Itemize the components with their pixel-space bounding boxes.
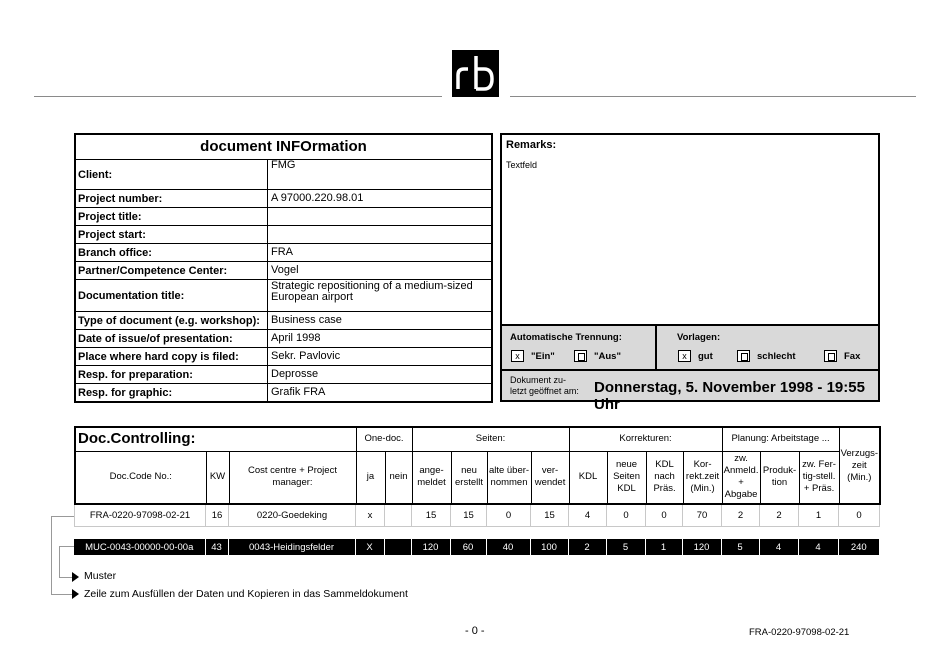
cell-nein[interactable] (384, 539, 411, 555)
project-start-field[interactable] (268, 226, 491, 243)
client-field[interactable]: FMG (271, 159, 296, 171)
info-row-date-of-issue (76, 330, 491, 348)
muster-note: Muster (84, 570, 117, 582)
cell-verwendet[interactable]: 100 (530, 539, 568, 555)
col-header-neue-seiten-kdl: neue Seiten KDL (607, 451, 646, 504)
last-opened-date: Donnerstag, 5. November 1998 - 19:55 Uhr (594, 379, 865, 413)
bracket-line (59, 546, 74, 547)
cell-zw-fertigstell[interactable]: 4 (798, 539, 838, 555)
bracket-line (59, 577, 72, 578)
document-information-table (74, 133, 493, 403)
branch-office-field[interactable]: FRA (271, 246, 293, 258)
info-row-project-title (76, 208, 491, 226)
info-row-branch-office (76, 244, 491, 262)
col-header-alte-uebernommen: alte über-nommen (487, 451, 531, 504)
documentation-title-field[interactable]: Strategic repositioning of a medium-sized European airport (271, 280, 473, 303)
options-panel (502, 324, 878, 413)
fill-row-note: Zeile zum Ausfüllen der Daten und Kopieren in das Sammeldokument (84, 588, 408, 600)
col-header-zw-anmeld: zw. Anmeld. + Abgabe (722, 451, 760, 504)
cell-alte-uebernommen[interactable]: 40 (486, 539, 530, 555)
one-doc-header: One-doc. (356, 427, 412, 451)
last-opened-label-line: Dokument zu- (510, 375, 567, 385)
info-label: Type of document (e.g. workshop): (76, 312, 268, 329)
col-header-zw-fertigstell: zw. Fer-tig-stell. + Präs. (799, 451, 839, 504)
info-row-resp-preparation (76, 366, 491, 384)
info-row-document-type (76, 312, 491, 330)
info-label: Documentation title: (76, 280, 268, 311)
cell-neu-erstellt[interactable]: 15 (451, 505, 487, 527)
rb-logo (452, 50, 499, 97)
cell-verwendet[interactable]: 15 (531, 505, 569, 527)
template-fax-option[interactable] (824, 350, 860, 362)
cell-alte-uebernommen[interactable]: 0 (487, 505, 531, 527)
remarks-panel (500, 133, 880, 413)
cell-kdl-nach-praes[interactable]: 1 (645, 539, 682, 555)
bracket-line (51, 516, 74, 517)
cell-neue-seiten-kdl[interactable]: 0 (607, 505, 646, 527)
bracket-line (51, 516, 52, 594)
auto-split-off-option[interactable] (574, 350, 621, 362)
col-header-code: Doc.Code No.: (75, 451, 206, 504)
cell-kw[interactable]: 16 (206, 505, 229, 527)
info-label: Project start: (76, 226, 268, 243)
remarks-textfield[interactable]: Textfeld (506, 160, 538, 170)
cell-kdl[interactable]: 4 (569, 505, 607, 527)
planning-header: Planung: Arbeitstage ... (722, 427, 839, 451)
cell-neu-erstellt[interactable]: 60 (450, 539, 486, 555)
info-row-hard-copy-place (76, 348, 491, 366)
cell-korrekt-zeit[interactable]: 120 (682, 539, 721, 555)
cell-produktion[interactable]: 4 (759, 539, 798, 555)
cell-zw-fertigstell[interactable]: 1 (799, 505, 839, 527)
last-opened-label-line: letzt geöffnet am: (510, 386, 579, 396)
project-number-field[interactable]: A 97000.220.98.01 (271, 192, 364, 204)
resp-preparation-field[interactable]: Deprosse (271, 368, 319, 380)
pages-header: Seiten: (412, 427, 569, 451)
info-label: Resp. for preparation: (76, 366, 268, 383)
cell-zw-anmeld[interactable]: 5 (721, 539, 759, 555)
cell-korrekt-zeit[interactable]: 70 (683, 505, 722, 527)
col-header-angemeldet: ange-meldet (412, 451, 451, 504)
corrections-header: Korrekturen: (569, 427, 722, 451)
info-row-project-start (76, 226, 491, 244)
document-type-field[interactable]: Business case (271, 314, 342, 326)
cell-kdl[interactable]: 2 (568, 539, 606, 555)
cell-delay[interactable]: 0 (839, 505, 880, 527)
template-good-option[interactable] (678, 350, 713, 362)
cell-zw-anmeld[interactable]: 2 (722, 505, 760, 527)
doc-controlling-title: Doc.Controlling: (75, 427, 356, 451)
header-rule-left (34, 96, 442, 97)
cell-angemeldet[interactable]: 120 (411, 539, 450, 555)
option-label: Fax (844, 350, 861, 362)
cell-ja[interactable]: X (355, 539, 384, 555)
header-rule-right (510, 96, 916, 97)
info-row-documentation-title (76, 280, 491, 312)
col-header-kw: KW (206, 451, 229, 504)
template-bad-option[interactable] (737, 350, 796, 362)
auto-split-off-checkbox[interactable] (574, 350, 587, 362)
project-title-field[interactable] (268, 208, 491, 225)
cell-cost-centre[interactable]: 0220-Goedeking (229, 505, 356, 527)
info-label: Partner/Competence Center: (76, 262, 268, 279)
auto-split-label: Automatische Trennung: (510, 332, 622, 343)
document-information-title: document INFOrmation (76, 135, 491, 160)
info-label: Project number: (76, 190, 268, 207)
partner-field[interactable]: Vogel (271, 264, 299, 276)
col-header-cost-centre: Cost centre + Project manager: (229, 451, 356, 504)
col-header-kdl-nach-praes: KDL nach Präs. (646, 451, 683, 504)
footer-doc-code: FRA-0220-97098-02-21 (749, 627, 850, 638)
cell-code[interactable]: MUC-0043-00000-00-00a (85, 541, 194, 553)
auto-split-on-option[interactable] (511, 350, 555, 362)
info-label: Branch office: (76, 244, 268, 261)
arrow-right-icon (72, 589, 79, 599)
info-label: Place where hard copy is filed: (76, 348, 268, 365)
col-header-kdl: KDL (569, 451, 607, 504)
date-of-issue-field[interactable]: April 1998 (271, 332, 321, 344)
col-header-korrekt-zeit: Kor-rekt.zeit (Min.) (683, 451, 722, 504)
arrow-right-icon (72, 572, 79, 582)
info-label: Date of issue/of presentation: (76, 330, 268, 347)
option-label: "Aus" (594, 350, 621, 362)
cell-code[interactable]: FRA-0220-97098-02-21 (89, 510, 191, 521)
info-row-partner (76, 262, 491, 280)
hard-copy-place-field[interactable]: Sekr. Pavlovic (271, 350, 341, 362)
col-header-neu-erstellt: neu erstellt (451, 451, 487, 504)
cell-neue-seiten-kdl[interactable]: 5 (606, 539, 645, 555)
table-row[interactable] (74, 505, 880, 527)
bracket-line (59, 546, 60, 577)
divider (655, 326, 657, 370)
templates-label: Vorlagen: (677, 332, 721, 343)
col-header-verwendet: ver-wendet (531, 451, 569, 504)
page-number: - 0 - (465, 625, 485, 637)
template-fax-checkbox[interactable] (824, 350, 837, 362)
info-label: Resp. for graphic: (76, 384, 268, 401)
info-row-resp-graphic (76, 384, 491, 401)
cell-delay[interactable]: 240 (838, 539, 879, 555)
table-row[interactable] (74, 539, 879, 555)
info-label: Client: (76, 160, 268, 189)
remarks-title: Remarks: (506, 139, 557, 151)
cell-angemeldet[interactable]: 15 (412, 505, 451, 527)
cell-produktion[interactable]: 2 (760, 505, 799, 527)
delay-header: Verzugs-zeit (Min.) (839, 427, 880, 504)
template-good-checkbox[interactable]: x (678, 350, 691, 362)
col-header-produktion: Produk-tion (760, 451, 799, 504)
cell-nein[interactable] (385, 505, 412, 527)
last-opened-label (510, 375, 579, 397)
cell-kdl-nach-praes[interactable]: 0 (646, 505, 683, 527)
cell-cost-centre[interactable]: 0043-Heidingsfelder (228, 539, 355, 555)
option-label: gut (698, 350, 713, 362)
col-header-nein: nein (385, 451, 412, 504)
option-label: "Ein" (531, 350, 555, 362)
template-bad-checkbox[interactable] (737, 350, 750, 362)
cell-kw[interactable]: 43 (205, 539, 228, 555)
bracket-line (51, 594, 72, 595)
info-row-project-number (76, 190, 491, 208)
divider (502, 369, 878, 371)
col-header-ja: ja (356, 451, 385, 504)
info-label: Project title: (76, 208, 268, 225)
info-row-client (76, 160, 491, 190)
cell-ja[interactable]: x (356, 505, 385, 527)
auto-split-on-checkbox[interactable]: x (511, 350, 524, 362)
doc-controlling-table (74, 426, 881, 505)
option-label: schlecht (757, 350, 796, 362)
resp-graphic-field[interactable]: Grafik FRA (271, 386, 326, 398)
